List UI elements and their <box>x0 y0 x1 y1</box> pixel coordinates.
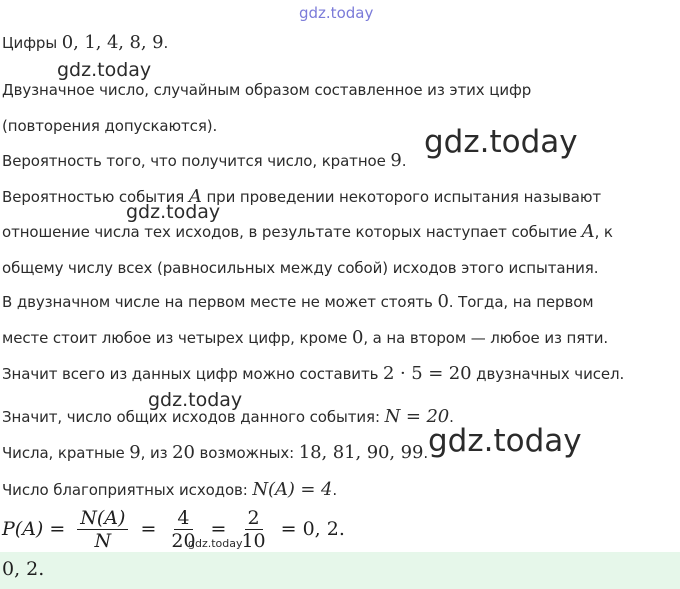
watermark-6: gdz.today <box>188 537 243 550</box>
probability-formula <box>2 506 345 552</box>
fraction-1 <box>77 507 128 552</box>
text-line-1: Цифры 0, 1, 4, 8, 9. <box>2 32 169 53</box>
text-line-9: месте стоит любое из четырех цифр, кроме 0, а на втором — любое из пяти. <box>2 327 609 348</box>
fraction-3-numerator: 2 <box>245 507 263 530</box>
text-line-3: (повторения допускаются). <box>2 117 218 135</box>
fraction-3-denominator: 10 <box>241 529 266 552</box>
text-line-2: Двузначное число, случайным образом составленное из этих цифр <box>2 81 532 99</box>
formula-equals-2: = <box>140 518 157 540</box>
text-line-12: Числа, кратные 9, из 20 возможных: 18, 81, 90, 99. <box>2 442 429 463</box>
watermark-3: gdz.today <box>126 201 221 223</box>
formula-lhs: P(A) <box>2 518 44 540</box>
watermark-top: gdz.today <box>299 4 374 22</box>
fraction-2-numerator: 4 <box>174 507 192 530</box>
answer-box <box>0 552 680 589</box>
watermark-1: gdz.today <box>57 59 152 81</box>
text-line-5: Вероятностью события A при проведении некоторого испытания называют <box>2 186 602 207</box>
formula-equals-4: = <box>280 518 297 540</box>
answer-value: 0, 2. <box>2 558 45 580</box>
watermark-5: gdz.today <box>428 423 582 459</box>
text-line-8: В двузначном числе на первом месте не может стоять 0. Тогда, на первом <box>2 291 594 312</box>
formula-equals-3: = <box>210 518 227 540</box>
text-line-11: Значит, число общих исходов данного события: N = 20. <box>2 406 454 427</box>
text-line-4: Вероятность того, что получится число, кратное 9. <box>2 150 407 171</box>
fraction-2-denominator: 20 <box>171 529 196 552</box>
watermark-4: gdz.today <box>148 389 243 411</box>
text-line-6: отношение числа тех исходов, в результате которых наступает событие A, к <box>2 221 613 242</box>
formula-result: 0, 2. <box>302 518 345 540</box>
text-line-13: Число благоприятных исходов: N(A) = 4. <box>2 479 338 500</box>
fraction-1-numerator: N(A) <box>77 507 128 530</box>
watermark-2: gdz.today <box>424 124 578 160</box>
formula-equals-1: = <box>49 518 66 540</box>
fraction-1-denominator: N <box>94 529 112 552</box>
text-line-10: Значит всего из данных цифр можно составить 2 · 5 = 20 двузначных чисел. <box>2 363 625 384</box>
text-line-7: общему числу всех (равносильных между собой) исходов этого испытания. <box>2 259 599 277</box>
